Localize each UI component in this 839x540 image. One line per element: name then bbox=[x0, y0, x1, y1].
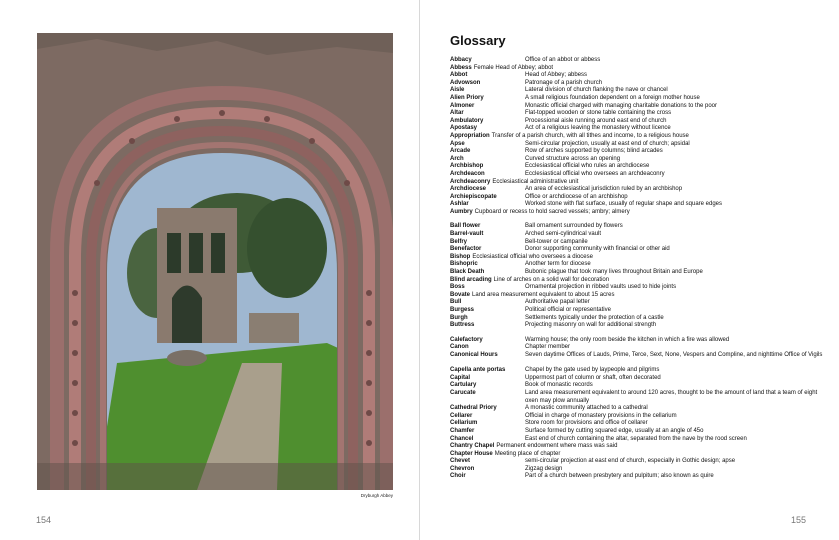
glossary-definition: Office of an abbot or abbess bbox=[525, 57, 601, 63]
glossary-term: Archdeacon bbox=[450, 170, 485, 177]
glossary-definition: Ecclesiastical administrative unit bbox=[492, 178, 579, 185]
glossary-term: Chancel bbox=[450, 435, 474, 442]
glossary-entry bbox=[450, 443, 830, 451]
glossary-entry bbox=[450, 337, 830, 345]
glossary-definition: Settlements typically under the protection of a castle bbox=[525, 314, 664, 321]
glossary-definition: Official in charge of monastery provisions in the cellarium bbox=[525, 412, 677, 419]
glossary-entry bbox=[450, 261, 830, 269]
glossary-entry bbox=[450, 390, 830, 405]
left-page bbox=[0, 0, 419, 540]
glossary-definition: Uppermost part of column or shaft, often decorated bbox=[525, 374, 661, 381]
glossary-definition: Arched semi-cylindrical vault bbox=[525, 231, 602, 238]
glossary-term: Benefactor bbox=[450, 246, 482, 253]
glossary-entry bbox=[450, 344, 830, 352]
glossary-term: Abbess bbox=[450, 64, 472, 71]
glossary-entry bbox=[450, 57, 830, 65]
glossary-entry bbox=[450, 223, 830, 231]
glossary-entry bbox=[450, 352, 830, 367]
glossary-definition: Line of arches on a solid wall for decoration bbox=[493, 276, 610, 283]
glossary-definition: Act of a religious leaving the monastery without licence bbox=[525, 125, 671, 132]
glossary-entry bbox=[450, 375, 830, 383]
glossary-term: Capital bbox=[450, 374, 471, 381]
glossary-term: Ashlar bbox=[450, 201, 469, 208]
glossary-term: Apostasy bbox=[450, 125, 478, 132]
glossary-definition: Worked stone with flat surface, usually of regular shape and square edges bbox=[525, 201, 723, 208]
glossary-entry bbox=[450, 473, 830, 481]
glossary-entry bbox=[450, 201, 830, 209]
glossary-term: Bull bbox=[450, 299, 462, 306]
glossary-term: Aisle bbox=[450, 87, 465, 94]
glossary-entry bbox=[450, 125, 830, 133]
glossary-entry bbox=[450, 231, 830, 239]
glossary-term: Almoner bbox=[450, 102, 475, 109]
glossary-definition: Book of monastic records bbox=[525, 382, 593, 389]
glossary-entry bbox=[450, 428, 830, 436]
glossary-entry bbox=[450, 179, 830, 187]
page-number-right: 155 bbox=[790, 515, 806, 525]
glossary-definition: Monastic official charged with managing charitable donations to the poor bbox=[525, 102, 718, 109]
glossary-entry bbox=[450, 315, 830, 323]
glossary-entry bbox=[450, 277, 830, 285]
glossary-term: Cellarer bbox=[450, 412, 473, 419]
glossary-definition: Land area measurement equivalent to around 120 acres, thought to be the amount of land that a team of eight oxen may plow annually bbox=[525, 389, 818, 404]
glossary-definition: semi-circular projection at east end of church, especially in Gothic design; apse bbox=[525, 458, 736, 465]
glossary-entry bbox=[450, 163, 830, 171]
glossary-entries bbox=[450, 57, 830, 481]
glossary-term: Cathedral Priory bbox=[450, 405, 497, 412]
glossary-term: Archbishop bbox=[450, 163, 484, 170]
glossary-term: Black Death bbox=[450, 269, 485, 276]
glossary-definition: Permanent endowment where mass was said bbox=[496, 443, 618, 450]
glossary-entry bbox=[450, 367, 830, 375]
glossary-term: Chevron bbox=[450, 465, 475, 472]
glossary-definition: Ecclesiastical official who oversees a diocese bbox=[472, 253, 593, 260]
glossary-definition: Meeting place of chapter bbox=[494, 450, 561, 457]
glossary-definition: Chapter member bbox=[525, 344, 571, 351]
glossary-definition: Transfer of a parish church, with all tithes and income, to a religious house bbox=[491, 132, 689, 139]
right-page bbox=[420, 0, 839, 540]
glossary-definition: Bell-tower or campanile bbox=[525, 238, 588, 245]
glossary-entry bbox=[450, 239, 830, 247]
glossary-entry bbox=[450, 87, 830, 95]
glossary-term: Burgess bbox=[450, 307, 475, 313]
glossary-definition: Seven daytime Offices of Lauds, Prime, Terce, Sext, None, Vespers and Compline, and nighttime Office of Vigils bbox=[525, 351, 823, 358]
glossary-definition: Bubonic plague that took many lives throughout Britain and Europe bbox=[525, 269, 703, 276]
glossary-definition: Another term for diocese bbox=[525, 261, 591, 268]
glossary-term: Apse bbox=[450, 140, 465, 147]
glossary-definition: Patronage of a parish church bbox=[525, 79, 603, 86]
glossary-entry bbox=[450, 133, 830, 141]
glossary-entry bbox=[450, 118, 830, 126]
glossary-term: Appropriation bbox=[450, 132, 490, 139]
glossary-definition: Row of arches supported by columns; blind arcades bbox=[525, 148, 663, 155]
glossary-definition: Ball ornament surrounded by flowers bbox=[525, 223, 623, 230]
glossary-definition: Semi-circular projection, usually at east end of church; apsidal bbox=[525, 140, 690, 147]
glossary-definition: Donor supporting community with financial or other aid bbox=[525, 246, 670, 253]
glossary-entry bbox=[450, 246, 830, 254]
glossary-entry bbox=[450, 292, 830, 300]
glossary-entry bbox=[450, 72, 830, 80]
glossary-entry bbox=[450, 148, 830, 156]
glossary-term: Buttress bbox=[450, 322, 475, 329]
glossary-definition: Zigzag design bbox=[525, 465, 563, 472]
glossary-entry bbox=[450, 65, 830, 73]
photo-caption: Dryburgh Abbey bbox=[360, 493, 393, 498]
glossary-term: Calefactory bbox=[450, 336, 483, 343]
glossary-entry bbox=[450, 186, 830, 194]
glossary-definition: Lateral division of church flanking the nave or chancel bbox=[525, 87, 668, 94]
glossary-definition: Office or archdiocese of an archbishop bbox=[525, 193, 628, 200]
glossary-entry bbox=[450, 436, 830, 444]
section-gap bbox=[450, 216, 830, 223]
glossary-term: Ball flower bbox=[450, 223, 481, 230]
glossary-entry bbox=[450, 269, 830, 277]
glossary-term: Chantry Chapel bbox=[450, 443, 495, 450]
glossary-entry bbox=[450, 458, 830, 466]
glossary-entry bbox=[450, 254, 830, 262]
glossary-term: Archiepiscopate bbox=[450, 193, 497, 200]
glossary-term: Alien Priory bbox=[450, 94, 484, 101]
glossary-definition: A small religious foundation dependent on a foreign mother house bbox=[525, 94, 700, 101]
glossary-term: Chapter House bbox=[450, 450, 493, 457]
glossary-term: Ambulatory bbox=[450, 117, 484, 124]
glossary-entry bbox=[450, 382, 830, 390]
glossary-definition: East end of church containing the altar, separated from the nave by the rood screen bbox=[525, 435, 747, 442]
glossary-definition: Political official or representative bbox=[525, 307, 611, 313]
glossary-term: Aumbry bbox=[450, 208, 473, 215]
glossary-term: Choir bbox=[450, 473, 466, 480]
glossary-entry bbox=[450, 405, 830, 413]
glossary-entry bbox=[450, 156, 830, 164]
glossary-definition: Chapel by the gate used by laypeople and pilgrims bbox=[525, 367, 660, 374]
glossary-definition: Authoritative papal letter bbox=[525, 299, 590, 306]
glossary-definition: Ornamental projection in ribbed vaults used to hide joints bbox=[525, 284, 677, 291]
glossary-entry bbox=[450, 307, 830, 315]
glossary-entry bbox=[450, 141, 830, 149]
glossary-definition: Head of Abbey; abbess bbox=[525, 72, 588, 79]
dryburgh-abbey-photo bbox=[37, 33, 393, 490]
glossary-definition: Surface formed by cutting squared edge, usually at an angle of 45o bbox=[525, 427, 704, 434]
glossary-entry bbox=[450, 299, 830, 307]
glossary-definition: Land area measurement equivalent to about 15 acres bbox=[472, 291, 615, 298]
glossary-definition: An area of ecclesiastical jurisdiction ruled by an archbishop bbox=[525, 186, 683, 193]
glossary-term: Archdeaconry bbox=[450, 178, 491, 185]
glossary-entry bbox=[450, 420, 830, 428]
glossary-definition: Processional aisle running around east end of church bbox=[525, 117, 667, 124]
glossary-term: Abbot bbox=[450, 72, 468, 79]
glossary-entry bbox=[450, 171, 830, 179]
glossary-entry bbox=[450, 110, 830, 118]
glossary-title: Glossary bbox=[450, 33, 506, 48]
glossary-term: Arcade bbox=[450, 148, 471, 155]
glossary-definition: Ecclesiastical official who oversees an archdeaconry bbox=[525, 170, 665, 177]
page-number-left: 154 bbox=[36, 515, 52, 525]
glossary-term: Boss bbox=[450, 284, 465, 291]
glossary-entry bbox=[450, 466, 830, 474]
glossary-term: Cellarium bbox=[450, 420, 478, 427]
glossary-term: Barrel-vault bbox=[450, 231, 484, 238]
glossary-definition: Cupboard or recess to hold sacred vessels; ambry; almery bbox=[474, 208, 630, 215]
glossary-term: Bishopric bbox=[450, 261, 478, 268]
glossary-definition: Curved structure across an opening bbox=[525, 155, 621, 162]
glossary-term: Chamfer bbox=[450, 427, 475, 434]
glossary-entry bbox=[450, 95, 830, 103]
glossary-entry bbox=[450, 413, 830, 421]
glossary-term: Bishop bbox=[450, 253, 471, 260]
glossary-definition: Part of a church between presbytery and pulpitum; also known as quire bbox=[525, 473, 714, 480]
glossary-entry bbox=[450, 209, 830, 217]
glossary-term: Burgh bbox=[450, 314, 468, 321]
glossary-term: Canon bbox=[450, 344, 469, 351]
glossary-entry bbox=[450, 451, 830, 459]
glossary-term: Bovate bbox=[450, 291, 471, 298]
glossary-definition: Flat-topped wooden or stone table containing the cross bbox=[525, 110, 672, 117]
glossary-term: Carucate bbox=[450, 389, 476, 396]
glossary-definition: Female Head of Abbey; abbot bbox=[473, 64, 554, 71]
glossary-term: Advowson bbox=[450, 79, 481, 86]
glossary-term: Arch bbox=[450, 155, 464, 162]
glossary-term: Abbacy bbox=[450, 57, 472, 63]
glossary-term: Capella ante portas bbox=[450, 367, 506, 374]
glossary-term: Canonical Hours bbox=[450, 351, 498, 358]
glossary-entry bbox=[450, 103, 830, 111]
glossary-entry bbox=[450, 284, 830, 292]
glossary-definition: Projecting masonry on wall for additional strength bbox=[525, 322, 657, 329]
glossary-definition: Store room for provisions and office of cellarer bbox=[525, 420, 648, 427]
glossary-term: Cartulary bbox=[450, 382, 477, 389]
glossary-term: Altar bbox=[450, 110, 464, 117]
glossary-term: Archdiocese bbox=[450, 186, 487, 193]
glossary-term: Belfry bbox=[450, 238, 468, 245]
glossary-entry bbox=[450, 322, 830, 330]
glossary-term: Chevet bbox=[450, 458, 471, 465]
glossary-definition: Ecclesiastical official who rules an archdiocese bbox=[525, 163, 650, 170]
glossary-term: Blind arcading bbox=[450, 276, 492, 283]
glossary-definition: Warming house; the only room beside the kitchen in which a fire was allowed bbox=[525, 336, 730, 343]
glossary-entry bbox=[450, 80, 830, 88]
glossary-definition: A monastic community attached to a cathedral bbox=[525, 405, 648, 412]
glossary-entry bbox=[450, 194, 830, 202]
section-gap bbox=[450, 330, 830, 337]
